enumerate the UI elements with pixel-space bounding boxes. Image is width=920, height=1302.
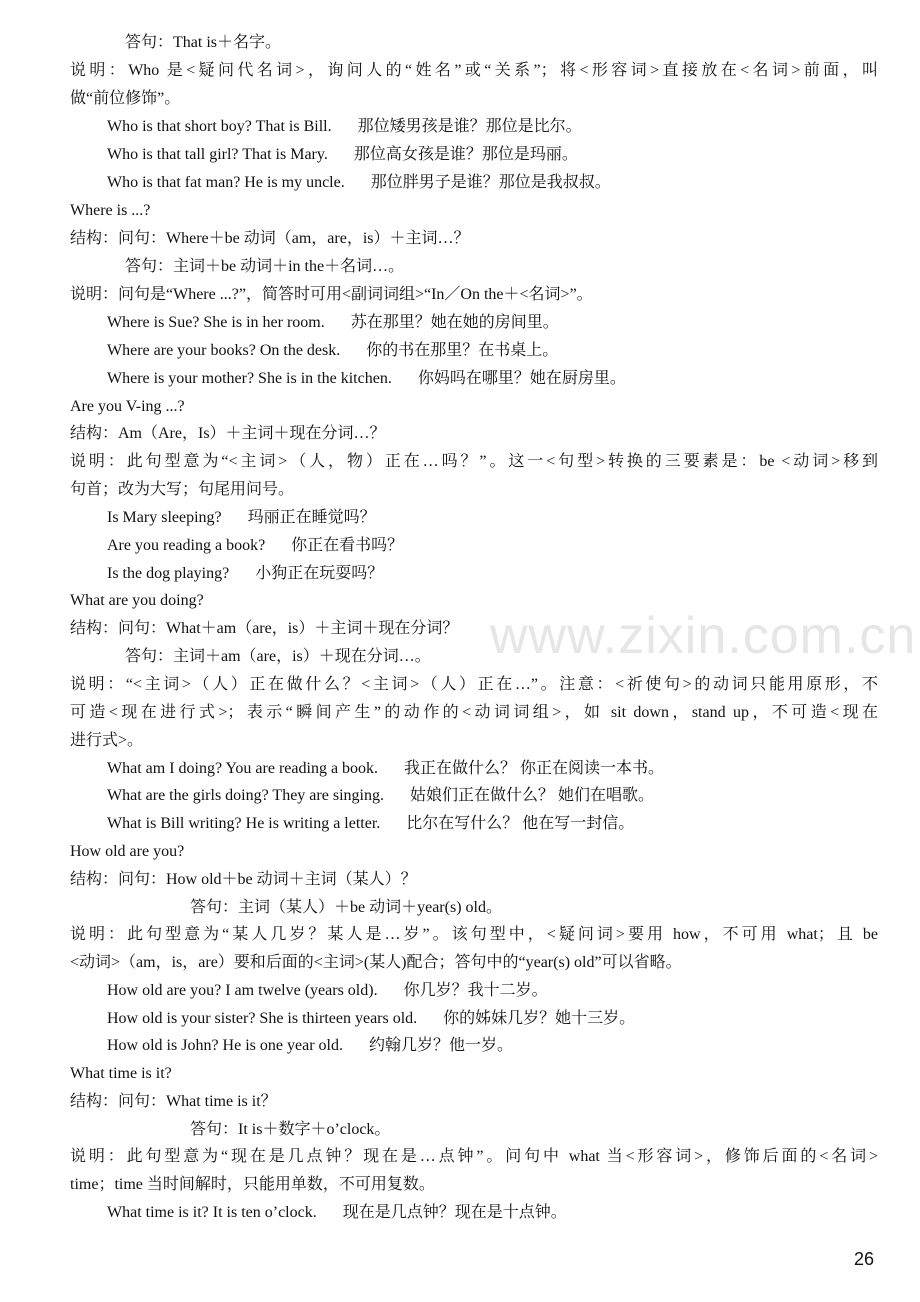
example-sentence (107, 1036, 513, 1056)
example-chinese: 你的姊妹几岁？她十三岁。 (443, 1010, 636, 1027)
watermark: www.zixin.com.cn (490, 607, 917, 665)
example-english: How old is John? He is one year old. (107, 1037, 343, 1054)
example-english: What are the girls doing? They are singing. (107, 787, 384, 804)
example-chinese: 比尔在写什么？ 他在写一封信。 (406, 815, 635, 832)
answer-line: 答句：主词＋be 动词＋in the＋名词…。 (125, 258, 405, 275)
page-number: 26 (854, 1249, 875, 1269)
explanation-line: 句首；改为大写；句尾用问号。 (70, 481, 295, 498)
explanation-line: 说明：此句型意为“<主词>（人，物）正在…吗？”。这一<句型>转换的三要素是：be <动词>移到 (70, 453, 878, 470)
section-heading: How old are you? (70, 843, 185, 860)
example-sentence (107, 1009, 635, 1029)
example-sentence (107, 341, 558, 361)
example-english: Are you reading a book? (107, 537, 266, 554)
example-chinese: 姑娘们正在做什么？ 她们在唱歌。 (409, 787, 654, 804)
explanation-line: 做“前位修饰”。 (70, 90, 181, 107)
explanation-line: 说明：问句是“Where ...?”，简答时可用<副词词组>“In／On the＋<名词>”。 (70, 286, 593, 303)
example-english: How old are you? I am twelve (years old). (107, 982, 378, 999)
example-sentence (107, 508, 376, 528)
explanation-line: 进行式>。 (70, 732, 144, 749)
example-chinese: 那位高女孩是谁？那位是玛丽。 (353, 146, 578, 163)
example-chinese: 玛丽正在睡觉吗？ (247, 509, 376, 526)
example-english: Is Mary sleeping? (107, 509, 222, 526)
example-sentence (107, 117, 582, 137)
example-chinese: 你的书在那里？在书桌上。 (366, 342, 559, 359)
section-heading: What are you doing? (70, 592, 204, 609)
example-chinese: 你妈吗在哪里？她在厨房里。 (417, 370, 626, 387)
answer-line: 答句：主词＋am（are，is）＋现在分词…。 (125, 648, 431, 665)
explanation-line: 说明：“<主词>（人）正在做什么？<主词>（人）正在…”。注意：<祈使句>的动词只能用原形，不 (70, 676, 878, 693)
explanation-line: <动词>（am，is，are）要和后面的<主词>(某人)配合；答句中的“year(s) old”可以省略。 (70, 954, 682, 971)
section-heading: What time is it? (70, 1065, 172, 1082)
explanation-line: 说明：Who 是<疑问代名词>，询问人的“姓名”或“关系”；将<形容词>直接放在<名词>前面，叫 (70, 62, 878, 79)
answer-line: 答句：That is＋名字。 (125, 34, 281, 51)
example-sentence (107, 145, 578, 165)
example-english: Who is that fat man? He is my uncle. (107, 174, 345, 191)
example-sentence (107, 759, 664, 779)
example-chinese: 苏在那里？她在她的房间里。 (350, 314, 559, 331)
example-chinese: 你正在看书吗？ (291, 537, 404, 554)
structure-line: 结构：问句：Where＋be 动词（am，are，is）＋主词…？ (70, 230, 470, 247)
example-english: Who is that short boy? That is Bill. (107, 118, 332, 135)
example-chinese: 约翰几岁？他一岁。 (368, 1037, 513, 1054)
explanation-line: 说明：此句型意为“某人几岁？某人是…岁”。该句型中，<疑问词>要用 how，不可用 what；且 be (70, 926, 878, 943)
example-english: How old is your sister? She is thirteen years old. (107, 1010, 418, 1027)
example-sentence (107, 536, 403, 556)
example-english: What time is it? It is ten o’clock. (107, 1204, 317, 1221)
example-english: What is Bill writing? He is writing a letter. (107, 815, 381, 832)
example-chinese: 小狗正在玩耍吗？ (255, 565, 384, 582)
explanation-line: 可造<现在进行式>；表示“瞬间产生”的动作的<动词词组>，如 sit down，stand up，不可造<现在 (70, 704, 878, 721)
answer-line: 答句：It is＋数字＋o’clock。 (190, 1121, 391, 1138)
example-sentence (107, 313, 559, 333)
example-chinese: 你几岁？我十二岁。 (403, 982, 548, 999)
example-sentence (107, 814, 634, 834)
example-chinese: 我正在做什么？ 你正在阅读一本书。 (404, 760, 665, 777)
example-chinese: 那位胖男子是谁？那位是我叔叔。 (370, 174, 611, 191)
example-sentence (107, 981, 548, 1001)
answer-line: 答句：主词（某人）＋be 动词＋year(s) old。 (190, 899, 502, 916)
structure-line: 结构：Am（Are，Is）＋主词＋现在分词…？ (70, 425, 386, 442)
section-heading: Are you V-ing ...? (70, 398, 185, 415)
structure-line: 结构：问句：How old＋be 动词＋主词（某人）？ (70, 871, 417, 888)
example-chinese: 那位矮男孩是谁？那位是比尔。 (357, 118, 582, 135)
example-english: What am I doing? You are reading a book. (107, 760, 379, 777)
explanation-line: time；time 当时间解时，只能用单数，不可用复数。 (70, 1176, 435, 1193)
explanation-line: 说明：此句型意为“现在是几点钟？现在是…点钟”。问句中 what 当<形容词>，修饰后面的<名词> (70, 1148, 878, 1165)
example-english: Where is Sue? She is in her room. (107, 314, 325, 331)
example-sentence (107, 173, 611, 193)
section-heading: Where is ...? (70, 202, 151, 219)
example-english: Where are your books? On the desk. (107, 342, 341, 359)
structure-line: 结构：问句：What time is it？ (70, 1093, 277, 1110)
structure-line: 结构：问句：What＋am（are，is）＋主词＋现在分词？ (70, 620, 459, 637)
example-english: Who is that tall girl? That is Mary. (107, 146, 328, 163)
example-sentence (107, 369, 626, 389)
example-sentence (107, 564, 383, 584)
example-english: Where is your mother? She is in the kitchen. (107, 370, 392, 387)
example-english: Is the dog playing? (107, 565, 230, 582)
example-chinese: 现在是几点钟？现在是十点钟。 (342, 1204, 567, 1221)
example-sentence (107, 1203, 567, 1223)
example-sentence (107, 786, 654, 806)
